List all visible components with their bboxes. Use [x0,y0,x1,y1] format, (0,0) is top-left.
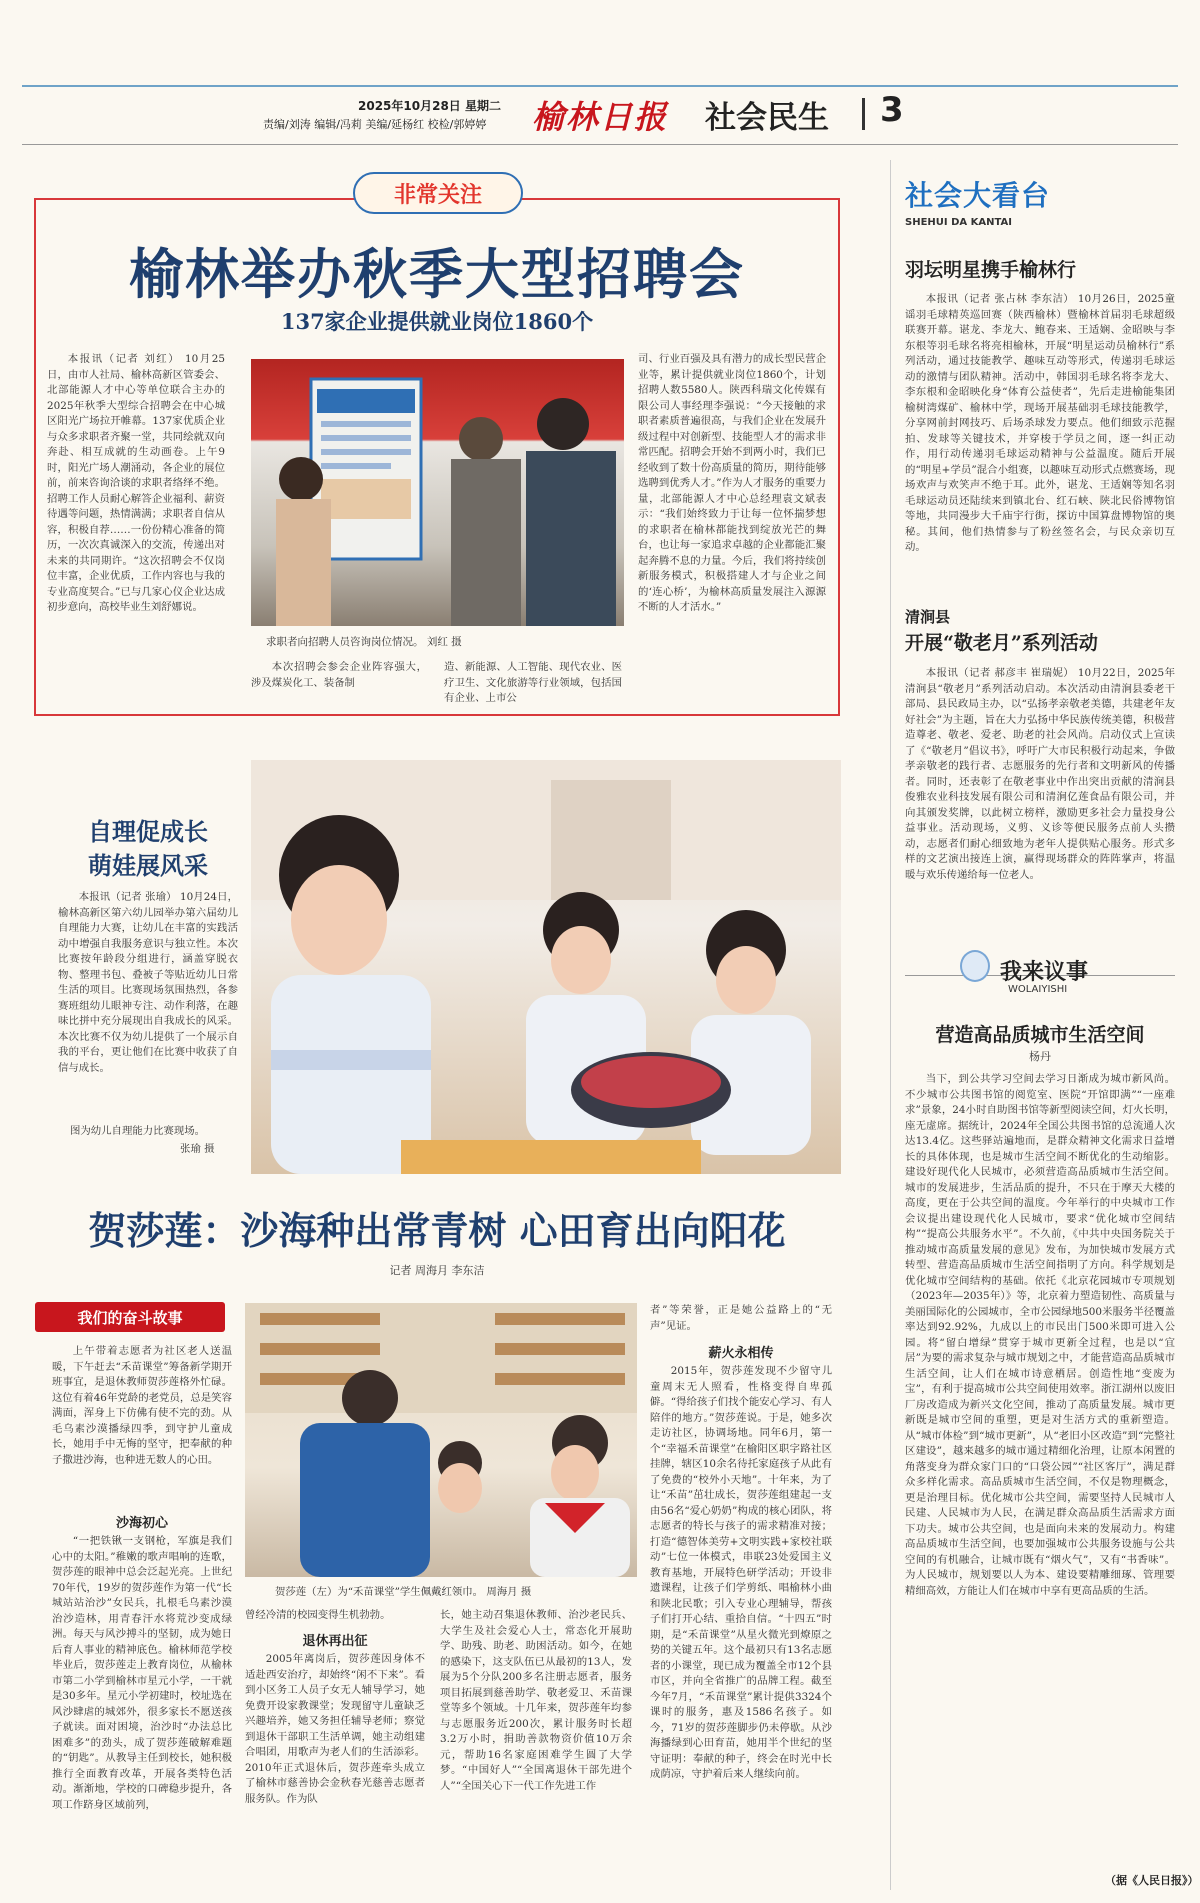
job-fair-photo [251,359,624,626]
feature-badge [353,172,523,214]
kid-body: 本报讯（记者 张瑜） 10月24日，榆林高新区第六幼儿园举办第六届幼儿自理能力大赛，让幼儿在丰富的实践活动中增强自我服务意识与独立性。本次比赛按年龄段分组进行，涵盖穿脱衣物、整理书包、叠被子等贴近幼儿日常生活的项目。比赛现场氛围热烈，各参赛班组幼儿眼神专注、动作利落，在趣味比拼中充分展现出自我成长的风采。本次比赛不仅为幼儿提供了一个展示自我的平台，更让他们在比赛中收获了自信与成长。 [58,891,238,1074]
story-title: 贺莎莲：沙海种出常青树 心田育出向阳花 [88,1209,786,1253]
story-photo-caption: 贺莎莲（左）为“禾苗课堂”学生佩戴红领巾。 周海月 摄 [275,1586,532,1598]
sidebar-logo-text: 社会大看台 [905,179,1051,212]
opinion-icon [960,950,990,982]
sidebar-article2-kicker: 清涧县 [905,608,951,626]
opinion-author: 杨丹 [1029,1050,1051,1063]
header-divider [862,98,865,130]
feature-title: 榆林举办秋季大型招聘会 [129,243,745,306]
story-tag [35,1302,225,1332]
kids-contest-photo [251,760,841,1174]
story-tag-text: 我们的奋斗故事 [77,1308,183,1327]
job-fair-caption: 求职者向招聘人员咨询岗位情况。 刘红 摄 [266,636,462,648]
feature-col1-bottom [47,657,225,707]
kid-title-line2: 萌娃展风采 [88,852,208,880]
story-photo [245,1303,637,1577]
opinion-body: 当下，到公共学习空间去学习日渐成为城市新风尚。不少城市公共图书馆的阅览室、医院“开馆即满”“一座难求”景象，24小时自助图书馆等新型阅读空间，灯火长明，座无虚席。据统计，2024年全国公共图书馆的总流通人次达13.4亿。这些驿站遍地而，是群众精神文化需求日益增长的具体体现，也是城市生活空间不断优化的生动缩影。建设好现代化人民城市，必须营造高品质城市生活空间。城市的发展进步，生活品质的提升，不只在于摩天大楼的高度，更在于公共空间的温度。今年举行的中央城市工作会议提出建设现代化人民城市，要求“优化城市空间结构”“提高公共服务水平”。不久前，《中共中央国务院关于推动城市高质量发展的意见》发布，为加快城市发展方式转型、营造高品质城市生活空间指明了方向。科学规划是优化城市空间结构的基础。依托《北京花园城市专项规划（2023年—2035年）》等，北京着力塑造韧性、高质量与美丽国际化的公园城市，全市公园绿地500米服务半径覆盖率达到92.92%，九成以上的市民出门500米即可进入公园。将“留白增绿”贯穿于城市更新全过程，也是以“宜居”为要的需求复杂与城市规划之中，才能营造高品质城市生活空间，让人们在城市诗意栖居。创造性地“变废为宝”，有利于提高城市公共空间使用效率。浙江湖州以废旧厂房改造成为新兴文化空间，推动了高质量发展。城市更新既是城市空间的重塑，更是对生活方式的重新塑造。从“城市体检”到“城市更新”，从“老旧小区改造”到“完整社区建设”，越来越多的城市通过精细化治理，让原本闲置的角落变身为群众家门口的“口袋公园”“社区客厅”，满足群众多样化需求。高品质城市生活空间，不仅是物理概念，更是治理目标。优化城市公共空间，需要坚持人民城市人民建、人民城市为人民，在满足群众高品质生活需求方面下功夫。城市公共空间，也是面向未来的发展动力。构建高品质城市生活空间，也要加强城市公共服务设施与公共空间的有机融合，让城市既有“烟火气”，又有“书香味”。为人民城市，规划要以人为本、建设要精雕细琢、管理要精细高效，方能让人们在城市中享有更高品质的生活。 [905,1073,1175,1597]
story-col4-sec3: 2015年，贺莎莲发现不少留守儿童周末无人照看，性格变得自卑孤僻。“得给孩子们找个能安心学习、有人陪伴的地方。”贺莎莲说。于是，她多次走访社区，协调场地。同年6月，第一个“幸福禾苗课堂”在榆阳区职字路社区挂牌，辖区10余名待托家庭孩子从此有了免费的“校外小天地”。十年来，为了让“禾苗”茁壮成长，贺莎莲组建起一支由56名“爱心奶奶”构成的核心团队，将志愿者的特长与孩子的需求精准对接；打造“德智体美劳+文明实践+家校社联动”七位一体模式，串联23处爱国主义教育基地，开展特色研学活动；开设非遗课程，让孩子们学剪纸、唱榆林小曲和陕北民歌；引入专业心理辅导，帮孩子们打开心结、重拾自信。“十四五”时期，是“禾苗课堂”从星火微光到燎原之势的关键五年。这个最初只有13名志愿者的小课堂，现已成为覆盖全市12个县市区，并向全省推广的品牌工程。截至今年7月，“禾苗课堂”累计提供3324个课时的服务，惠及1586名孩子。如今，71岁的贺莎莲脚步仍未停歇。从沙海播绿到心田育苗，她用半个世纪的坚守证明：奉献的种子，终会在时光中长成荫凉，守护着后来人继续向前。 [650,1365,832,1780]
story-sub2: 退休再出征 [302,1634,368,1649]
section-name: 社会民生 [705,100,829,136]
sidebar-logo-pinyin: SHEHUI DA KANTAI [905,217,1012,228]
sidebar-article2-body: 本报讯（记者 郝彦丰 崔瑞妮） 10月22日，2025年清涧县“敬老月”系列活动启动。本次活动由清涧县委老干部局、县民政局主办，以“弘扬孝亲敬老美德，共建老年友好社会”为主题，旨在大力弘扬中华民族传统美德，积极营造尊老、敬老、爱老、助老的社会风尚。启动仪式上宣读了《“敬老月”倡议书》，呼吁广大市民积极行动起来，争做孝亲敬老的践行者、志愿服务的先行者和文明新风的传播者。同时，还表彰了在敬老事业中作出突出贡献的清涧县俊雅农业科技发展有限公司和清涧亿莲食品有限公司，并向其颁发奖牌，以此树立榜样，激励更多社会力量投身公益事业。活动现场，义剪、义诊等便民服务点前人头攒动，志愿者们耐心细致地为老年人提供贴心服务。形式多样的文艺演出接连上演，赢得现场群众的阵阵掌声，将温暖与欢乐传递给每一位老人。 [905,667,1175,881]
header-staff: 责编/刘涛 编辑/冯莉 美编/延杨红 校检/郭婷婷 [263,118,487,131]
feature-badge-text: 非常关注 [393,182,482,208]
kid-caption: 图为幼儿自理能力比赛现场。 [70,1125,206,1137]
opinion-source: （据《人民日报》） [1105,1874,1199,1887]
feature-bottom-col3: 造、新能源、人工智能、现代农业、医疗卫生、文化旅游等行业领域，包括国有企业、上市公 [444,661,622,704]
paper-name-logo: 榆林日报 [532,98,669,136]
header-bottom-rule [22,144,1178,145]
sidebar-logo [905,172,1075,216]
feature-col1: 本报讯（记者 刘红） 10月25日，由市人社局、榆林高新区管委会、北部能源人才中心等单位联合主办的2025年秋季大型综合招聘会在中心城区阳光广场拉开帷幕。137家优质企业与众多求职者齐聚一堂，共同绘就双向奔赴、相互成就的生动画卷。上午9时，阳光广场人潮涌动，各企业的展位前，前来咨询洽谈的求职者络绎不绝。招聘工作人员耐心解答企业福利、薪资待遇等问题，热情满满；求职者自信从容，积极自荐……一份份精心准备的简历，一次次真诚深入的交流，传递出对未来的共同期许。“这次招聘会不仅岗位丰富，企业优质，工作内容也与我的专业高度契合。”已与几家心仪企业达成初步意向，高校毕业生刘舒娜说。 [47,353,225,613]
page-number: 3 [880,90,904,130]
story-col2-sec2: 2005年离岗后，贺莎莲因身体不适赴西安治疗，却始终“闲不下来”。看到小区务工人员子女无人辅导学习，她免费开设家教课堂；发现留守儿童缺乏兴趣培养，她又务担任辅导老师；察觉到退休干部职工生活单调，她主动组建合唱团，用歌声为老人们的生活添彩。2010年正式退休后，贺莎莲牵头成立了榆林市慈善协会金秋春光慈善志愿者服务队。作为队 [245,1653,425,1805]
story-col4-top: 者”等荣誉，正是她公益路上的“无声”见证。 [650,1304,832,1332]
story-col2-top: 曾经冷清的校园变得生机勃勃。 [245,1609,391,1621]
sidebar-article2-title: 开展“敬老月”系列活动 [905,632,1098,654]
story-col1-lead: 上午带着志愿者为社区老人送温暖，下午赶去“禾苗课堂”筹备新学期开班事宜，是退休教师贺莎莲格外忙碌。这位有着46年党龄的老党员，总是笑容满面，浑身上下仿佛有使不完的劲。从毛乌素沙漠播绿四季，到守护儿童成长，她用手中无悔的坚守，把奉献的种子撒进沙海，也种进无数人的心田。 [52,1345,232,1466]
feature-bottom-col2: 本次招聘会参会企业阵容强大，涉及煤炭化工、装备制 [251,661,427,689]
header-date: 2025年10月28日 星期二 [358,99,501,113]
feature-subtitle: 137家企业提供就业岗位1860个 [280,309,594,334]
kid-credit: 张瑜 摄 [180,1143,215,1155]
sidebar-article1-title: 羽坛明星携手榆林行 [905,259,1077,281]
opinion-pinyin: WOLAIYISHI [1008,984,1068,995]
sidebar-article1-body: 本报讯（记者 张占林 李东洁） 10月26日，2025童谣羽毛球精英巡回赛（陕西榆林）暨榆林首届羽毛球超级联赛开幕。谌龙、李龙大、鲍春来、王适娴、金昭映与李东根等羽毛球名将亮相榆林，开展“明星运动员榆林行”系列活动，通过技能教学、趣味互动等形式，传递羽毛球运动的激情与团队精神。活动中，韩国羽毛球名将李龙大、李东根和金昭映化身“体育公益使者”，先后走进榆能集团榆树湾煤矿、榆林中学，现场开展基础羽毛球技能教学，分享网前封网技巧、后场杀球发力要点。他们细致示范握拍、发球等关键技术，并穿梭于学员之间，逐一纠正动作，用行动传递羽毛球运动精神与公益温度。随后开展的“明星+学员”混合小组赛，以趣味互动形式点燃赛场，现场欢声与欢笑声不绝于耳。此外，谌龙、王适娴等知名羽毛球运动员还陆续来到镇北台、红石峡、陕北民俗博物馆等地，共同漫步大千庙宇行街，探访中国算盘博物馆的奥秘。其间，他们热情参与了粉丝签名会，与民众亲切互动。 [905,293,1175,553]
sidebar-divider [890,160,891,1890]
story-sub1: 沙海初心 [115,1516,168,1531]
story-byline: 记者 周海月 李东洁 [389,1264,485,1277]
story-col1-sec1: “一把铁锹一支钢枪，军旗是我们心中的太阳。”稚嫩的歌声唱响的连歌，贺莎莲的眼神中总会泛起光亮。上世纪70年代，19岁的贺莎莲作为第一代“长城站站治沙”女民兵，扎根毛乌素沙漠治沙造林，用青春汗水将荒沙变成绿洲。每天与风沙搏斗的坚韧，成为她日后育人事业的精神底色。榆林师范学校毕业后，贺莎莲走上教育岗位，从榆林市第二小学到榆林市星元小学，一干就是30多年。星元小学初建时，校址选在风沙肆虐的城郊外，很多家长不愿送孩子就读。面对困境，治沙时“办法总比困难多”的劲头，成了贺莎莲破解难题的“钥匙”。从教导主任到校长，她积极推行全面教育改革，开展各类特色活动。渐渐地，学校的口碑稳步提升，各项工作跻身区域前列， [52,1535,232,1811]
kid-title-line1: 自理促成长 [88,818,208,846]
story-sub3: 薪火永相传 [708,1346,774,1361]
story-col3: 长，她主动召集退休教师、治沙老民兵、大学生及社会爱心人士，常态化开展助学、助残、助老、助困活动。如今，在她的感染下，这支队伍已从最初的13人，发展为5个分队200多名注册志愿者，服务项目拓展到慈善助学、敬老爱卫、禾苗课堂等多个领域。十几年来，贺莎莲年均参与志愿服务近200次，累计服务时长超3.2万小时，捐助善款物资价值10万余元，帮助16名家庭困难学生圆了大学梦。“中国好人”“全国离退休干部先进个人”“全国关心下一代工作先进工作 [440,1609,632,1792]
opinion-logo: 我来议事 [1000,960,1089,985]
feature-col3: 司、行业百强及具有潜力的成长型民营企业等，累计提供就业岗位1860个，计划招聘人数5580人。陕西科瑞文化传媒有限公司人事经理李强说：“今天接触的求职者素质普遍很高，与我们企业在发展升级过程中对创新型、技能型人才的需求非常匹配。招聘会开始不到两小时，我们已经收到了数十份高质量的简历，期待能够选聘到优秀人才。”作为人才服务的重要力量，北部能源人才中心总经理袁文斌表示：“我们始终致力于让每一位怀揣梦想的求职者在榆林都能找到绽放光芒的舞台，也让每一家追求卓越的企业都能汇聚起奔腾不息的力量。今后，我们将持续创新服务模式，积极搭建人才与企业之间的‘连心桥’，为榆林高质量发展注入源源不断的人才活水。” [638,353,826,613]
header-top-rule [22,85,1178,87]
opinion-title: 营造高品质城市生活空间 [935,1024,1145,1046]
